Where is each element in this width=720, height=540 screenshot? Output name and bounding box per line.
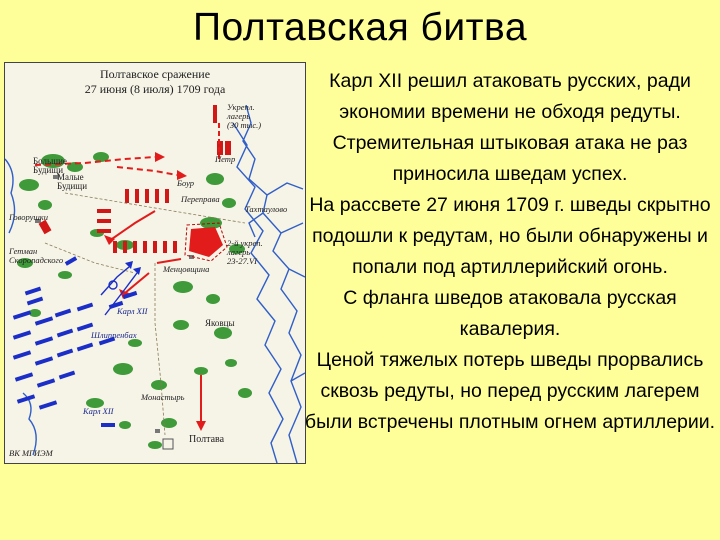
map-header — [5, 63, 305, 105]
map-label-tahtaulovo: Тахтаулово — [245, 204, 288, 214]
paragraph-1: Карл XII решил атаковать русских, ради экономии времени не обходя редуты. — [329, 70, 691, 123]
map-label-monastery: Монастырь — [141, 392, 185, 402]
map-label-shlippenbach: Шлиппенбах — [91, 330, 137, 340]
map-label-malye-budishchi: Малые Будищи — [57, 172, 88, 191]
map-label-poltava: Полтава — [189, 434, 225, 445]
map-label-pereprava: Переправа — [181, 194, 220, 204]
map-header-line-2: 27 июня (8 июля) 1709 года — [84, 82, 226, 96]
map-label-govorushki: Говорушки — [9, 212, 49, 222]
map-label-second-camp: 2-й укреп. лагерь 23-27.VI — [227, 238, 263, 266]
paragraph-3: На рассвете 27 июня 1709 г. шведы скрытно подошли к редутам, но были обнаружены и попали под артиллерийский огонь. — [309, 194, 711, 278]
map-label-fortified-camp: Укрепл. лагерь (30 тыс.) — [227, 102, 262, 130]
map-label-bolshye-budishchi: Большие Будищи — [33, 156, 67, 175]
map-label-skoropadsky: Гетман Скоропадского — [9, 246, 64, 265]
battle-map — [4, 62, 306, 464]
slide-body — [300, 66, 720, 438]
slide-title: Полтавская битва — [192, 6, 528, 49]
map-label-mentsovshchina: Менцовщина — [163, 264, 210, 274]
map-label-bour: Боур — [177, 178, 195, 188]
map-label-karl: Карл XII — [117, 306, 148, 316]
map-label-petr: Петр — [215, 154, 236, 164]
map-source-label: ВК МГИЭМ — [9, 448, 53, 458]
map-label-yakovtsy: Яковцы — [205, 318, 235, 328]
map-label-karl-camp: Карл XII — [83, 406, 114, 416]
paragraph-5: Ценой тяжелых потерь шведы прорвались сквозь редуты, но перед русским лагерем были встречены плотным огнем артиллерии. — [304, 349, 716, 433]
paragraph-4: С фланга шведов атаковала русская кавалерия. — [343, 287, 677, 340]
map-header-line-1: Полтавское сражение — [99, 67, 211, 81]
paragraph-2: Стремительная штыковая атака не раз приносила шведам успех. — [332, 132, 688, 185]
